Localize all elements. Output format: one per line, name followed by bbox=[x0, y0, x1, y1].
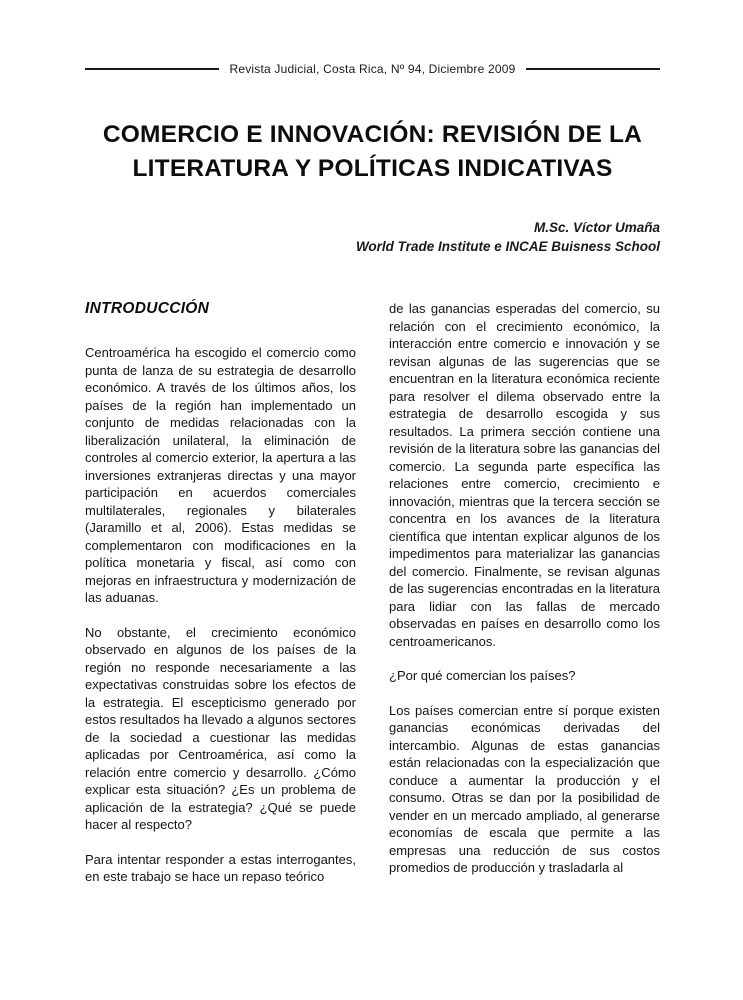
two-column-body bbox=[85, 300, 660, 886]
paragraph: Centroamérica ha escogido el comercio como punta de lanza de su estrategia de desarrollo económico. A través de los últimos años, los países de la región han implementado un conjunto de medidas relacionadas con la liberalización unilateral, la eliminación de controles al comercio exterior, la apertura a las inversiones extranjeras directas y una mayor participación en acuerdos comerciales multilaterales, regionales y bilaterales (Jaramillo et al, 2006). Estas medidas se complementaron con modificaciones en la política monetaria y fiscal, así como con mejoras en infraestructura y modernización de las aduanas. bbox=[85, 345, 356, 605]
paragraph: No obstante, el crecimiento económico observado en algunos de los países de la región no responde necesariamente a las expectativas construidas sobre los efectos de la estrategia. El escepticismo generado por estos resultados ha llevado a algunos sectores de la sociedad a cuestionar las medidas aplicadas por Centroamérica, así como la relación entre comercio y desarrollo. ¿Cómo explicar esta situación? ¿Es un problema de aplicación de la estrategia? ¿Qué se puede hacer al respecto? bbox=[85, 624, 356, 832]
subheading-question: ¿Por qué comercian los países? bbox=[389, 668, 576, 683]
page-title-line2: LITERATURA Y POLÍTICAS INDICATIVAS bbox=[132, 155, 613, 182]
author-affiliation: World Trade Institute e INCAE Buisness School bbox=[355, 239, 660, 254]
left-column bbox=[85, 300, 356, 886]
right-column bbox=[389, 300, 660, 886]
page-title bbox=[85, 118, 660, 186]
page-title-line1: COMERCIO E INNOVACIÓN: REVISIÓN DE LA bbox=[102, 121, 643, 148]
journal-header-text: Revista Judicial, Costa Rica, Nº 94, Diciembre 2009 bbox=[229, 62, 516, 76]
journal-header bbox=[85, 62, 660, 76]
paragraph: de las ganancias esperadas del comercio, su relación con el crecimiento económico, la interacción entre comercio e innovación y se revisan algunas de las sugerencias que se encuentran en la literatura económica reciente para resolver el dilema observado entre la estrategia de desarrollo escogida y sus resultados. La primera sección contiene una revisión de la literatura sobre las ganancias del comercio. La segunda parte específica las relaciones entre comercio, crecimiento e innovación, mientras que la tercera sección se concentra en los avances de la literatura científica que intentan explicar algunos de los impedimentos para materializar las ganancias del comercio. Finalmente, se revisan algunas de las sugerencias encontradas en la literatura para lidiar con las fallas de mercado observadas en países en desarrollo como los centroamericanos. bbox=[389, 301, 660, 649]
paragraph: Para intentar responder a estas interrogantes, en este trabajo se hace un repaso teórico bbox=[85, 851, 356, 884]
header-rule-left bbox=[85, 68, 219, 70]
author-block bbox=[85, 218, 660, 256]
header-rule-right bbox=[526, 68, 660, 70]
paragraph: Los países comercian entre sí porque existen ganancias económicas derivadas del intercambio. Algunas de estas ganancias están relacionadas con la especialización que conduce a aumentar la producción y el consumo. Otras se dan por la posibilidad de vender en un mercado ampliado, al generarse economías de escala que permite a las empresas una reducción de sus costos promedios de producción y trasladarla al bbox=[389, 702, 660, 875]
section-heading-introduccion: INTRODUCCIÓN bbox=[85, 300, 210, 317]
author-name: M.Sc. Víctor Umaña bbox=[533, 220, 660, 235]
